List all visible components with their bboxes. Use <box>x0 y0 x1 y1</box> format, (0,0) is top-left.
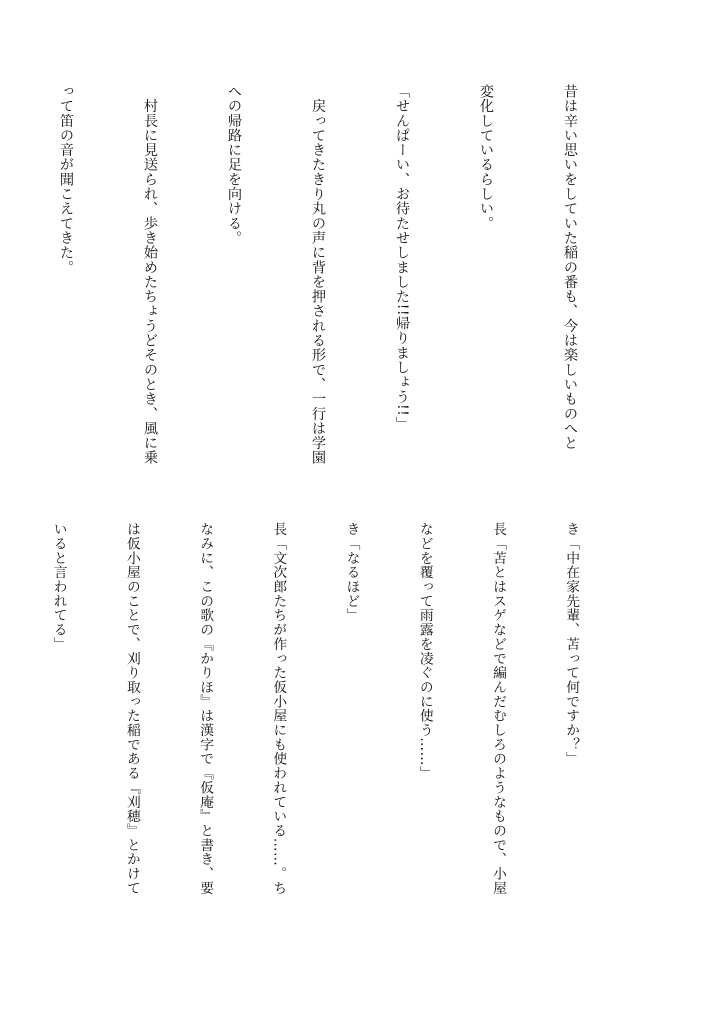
dialogue-line: き「中在家先輩、苫って何ですか？」 <box>563 522 580 766</box>
narrative-line: 村長に見送られ、歩き始めたちょうどそのとき、風に乗 <box>142 84 158 465</box>
dialogue-line: き「なるほど」 <box>343 522 360 623</box>
narrative-line: って笛の音が聞こえてきた。 <box>58 84 74 275</box>
narrative-line: への帰路に足を向ける。 <box>226 84 242 246</box>
narrative-line: 「せんぱーい、お待たせしました!!帰りましょう!!」 <box>394 84 410 431</box>
dialogue-line: 長「文次郎たちが作った仮小屋にも使われている……。ち <box>270 522 287 896</box>
dialogue-line: なみに、この歌の『かりほ』は漢字で『仮庵』と書き、要 <box>197 522 214 896</box>
dialogue-line: は仮小屋のことで、刈り取った稲である『刈穂』とかけて <box>123 522 140 896</box>
narrative-line: 変化しているらしい。 <box>478 84 494 231</box>
narrative-line: 戻ってきたきり丸の声に背を押される形で、一行は学園 <box>310 84 326 465</box>
dialogue-line: いると言われてる」 <box>50 522 67 652</box>
dialogue-line: 長「苫とはスゲなどで編んだむしろのようなもので、小屋 <box>489 522 506 896</box>
upper-narrative-passage <box>58 84 640 504</box>
narrative-line: 昔は辛い思いをしていた稲の番も、今は楽しいものへと <box>562 84 578 451</box>
lower-dialogue-passage <box>50 522 632 932</box>
dialogue-line: などを覆って雨露を凌ぐのに使う……」 <box>416 522 433 781</box>
